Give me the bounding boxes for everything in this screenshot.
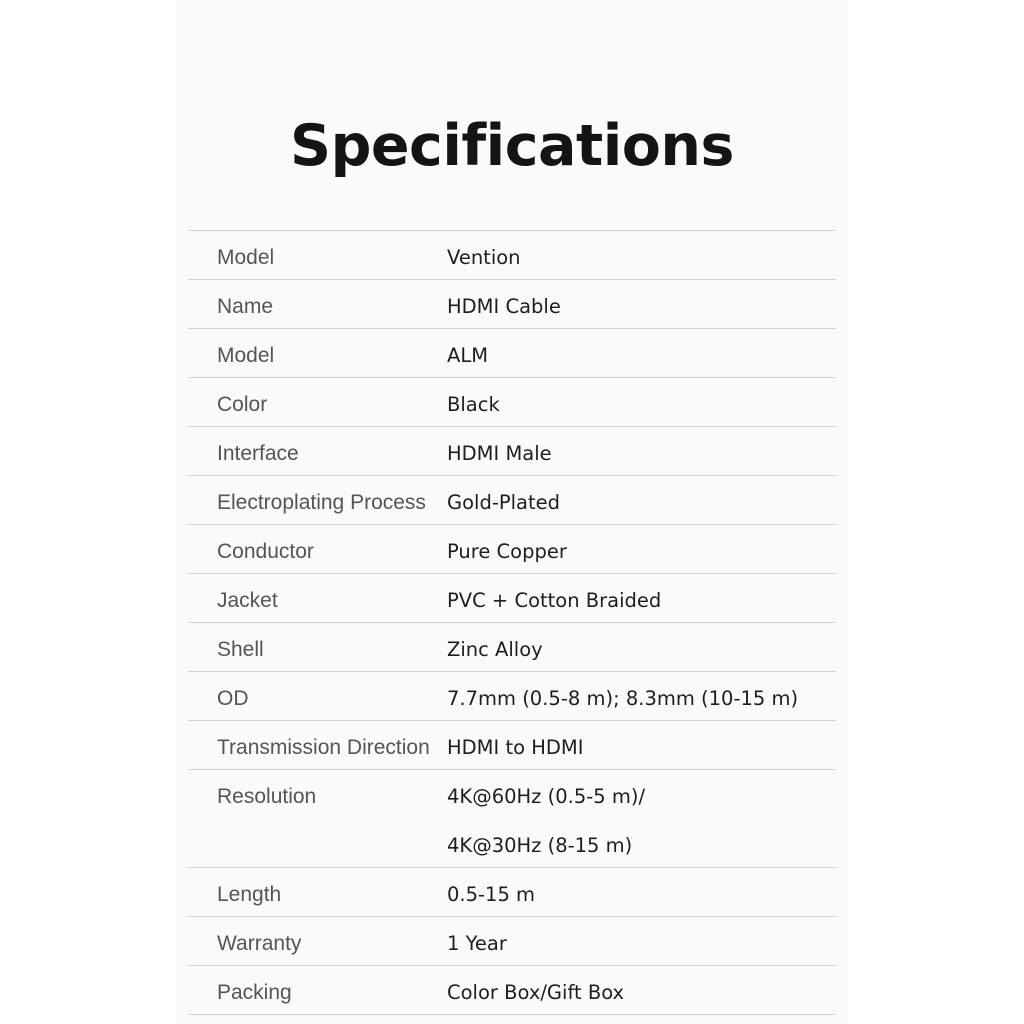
spec-label: Transmission Direction: [217, 736, 430, 759]
spec-label: Color: [217, 393, 268, 416]
spec-row-electroplating: [188, 476, 836, 525]
spec-row-transmission: [188, 721, 836, 770]
spec-value: Zinc Alloy: [447, 638, 543, 661]
spec-row-model-number: [188, 329, 836, 378]
spec-table: [188, 230, 836, 1015]
page-title: Specifications: [290, 113, 734, 179]
spec-row-warranty: [188, 917, 836, 966]
spec-label: Conductor: [217, 540, 314, 563]
spec-value: Color Box/Gift Box: [447, 981, 625, 1004]
spec-label: OD: [217, 687, 249, 710]
spec-value: Vention: [447, 246, 521, 269]
spec-label: Interface: [217, 442, 299, 465]
spec-label: Electroplating Process: [217, 491, 426, 514]
spec-label: Warranty: [217, 932, 302, 955]
spec-row-shell: [188, 623, 836, 672]
spec-label: Model: [217, 344, 275, 367]
spec-value: HDMI to HDMI: [447, 736, 584, 759]
spec-row-length: [188, 868, 836, 917]
spec-value: 1 Year: [447, 932, 507, 955]
spec-value: Gold-Plated: [447, 491, 561, 514]
spec-row-interface: [188, 427, 836, 476]
spec-row-resolution: [188, 770, 836, 868]
spec-value: [447, 770, 836, 867]
spec-row-name: [188, 280, 836, 329]
spec-row-conductor: [188, 525, 836, 574]
spec-label: Packing: [217, 981, 292, 1004]
spec-sheet: [176, 0, 848, 1024]
spec-row-model: [188, 231, 836, 280]
spec-value: Pure Copper: [447, 540, 567, 563]
spec-label: Jacket: [217, 589, 278, 612]
spec-value-line: 4K@30Hz (8-15 m): [447, 834, 633, 857]
spec-row-packing: [188, 966, 836, 1015]
spec-value: ALM: [447, 344, 489, 367]
spec-row-od: [188, 672, 836, 721]
spec-value: 7.7mm (0.5-8 m); 8.3mm (10-15 m): [447, 687, 799, 710]
spec-label: Model: [217, 246, 275, 269]
spec-label: Resolution: [217, 785, 317, 808]
spec-value-line: 4K@60Hz (0.5-5 m)/: [447, 785, 646, 808]
spec-label: Length: [217, 883, 282, 906]
spec-row-color: [188, 378, 836, 427]
spec-label: Shell: [217, 638, 264, 661]
spec-value: PVC + Cotton Braided: [447, 589, 662, 612]
spec-value: 0.5-15 m: [447, 883, 536, 906]
spec-label: Name: [217, 295, 274, 318]
spec-row-jacket: [188, 574, 836, 623]
spec-value: Black: [447, 393, 500, 416]
spec-value: HDMI Male: [447, 442, 552, 465]
spec-value: HDMI Cable: [447, 295, 561, 318]
